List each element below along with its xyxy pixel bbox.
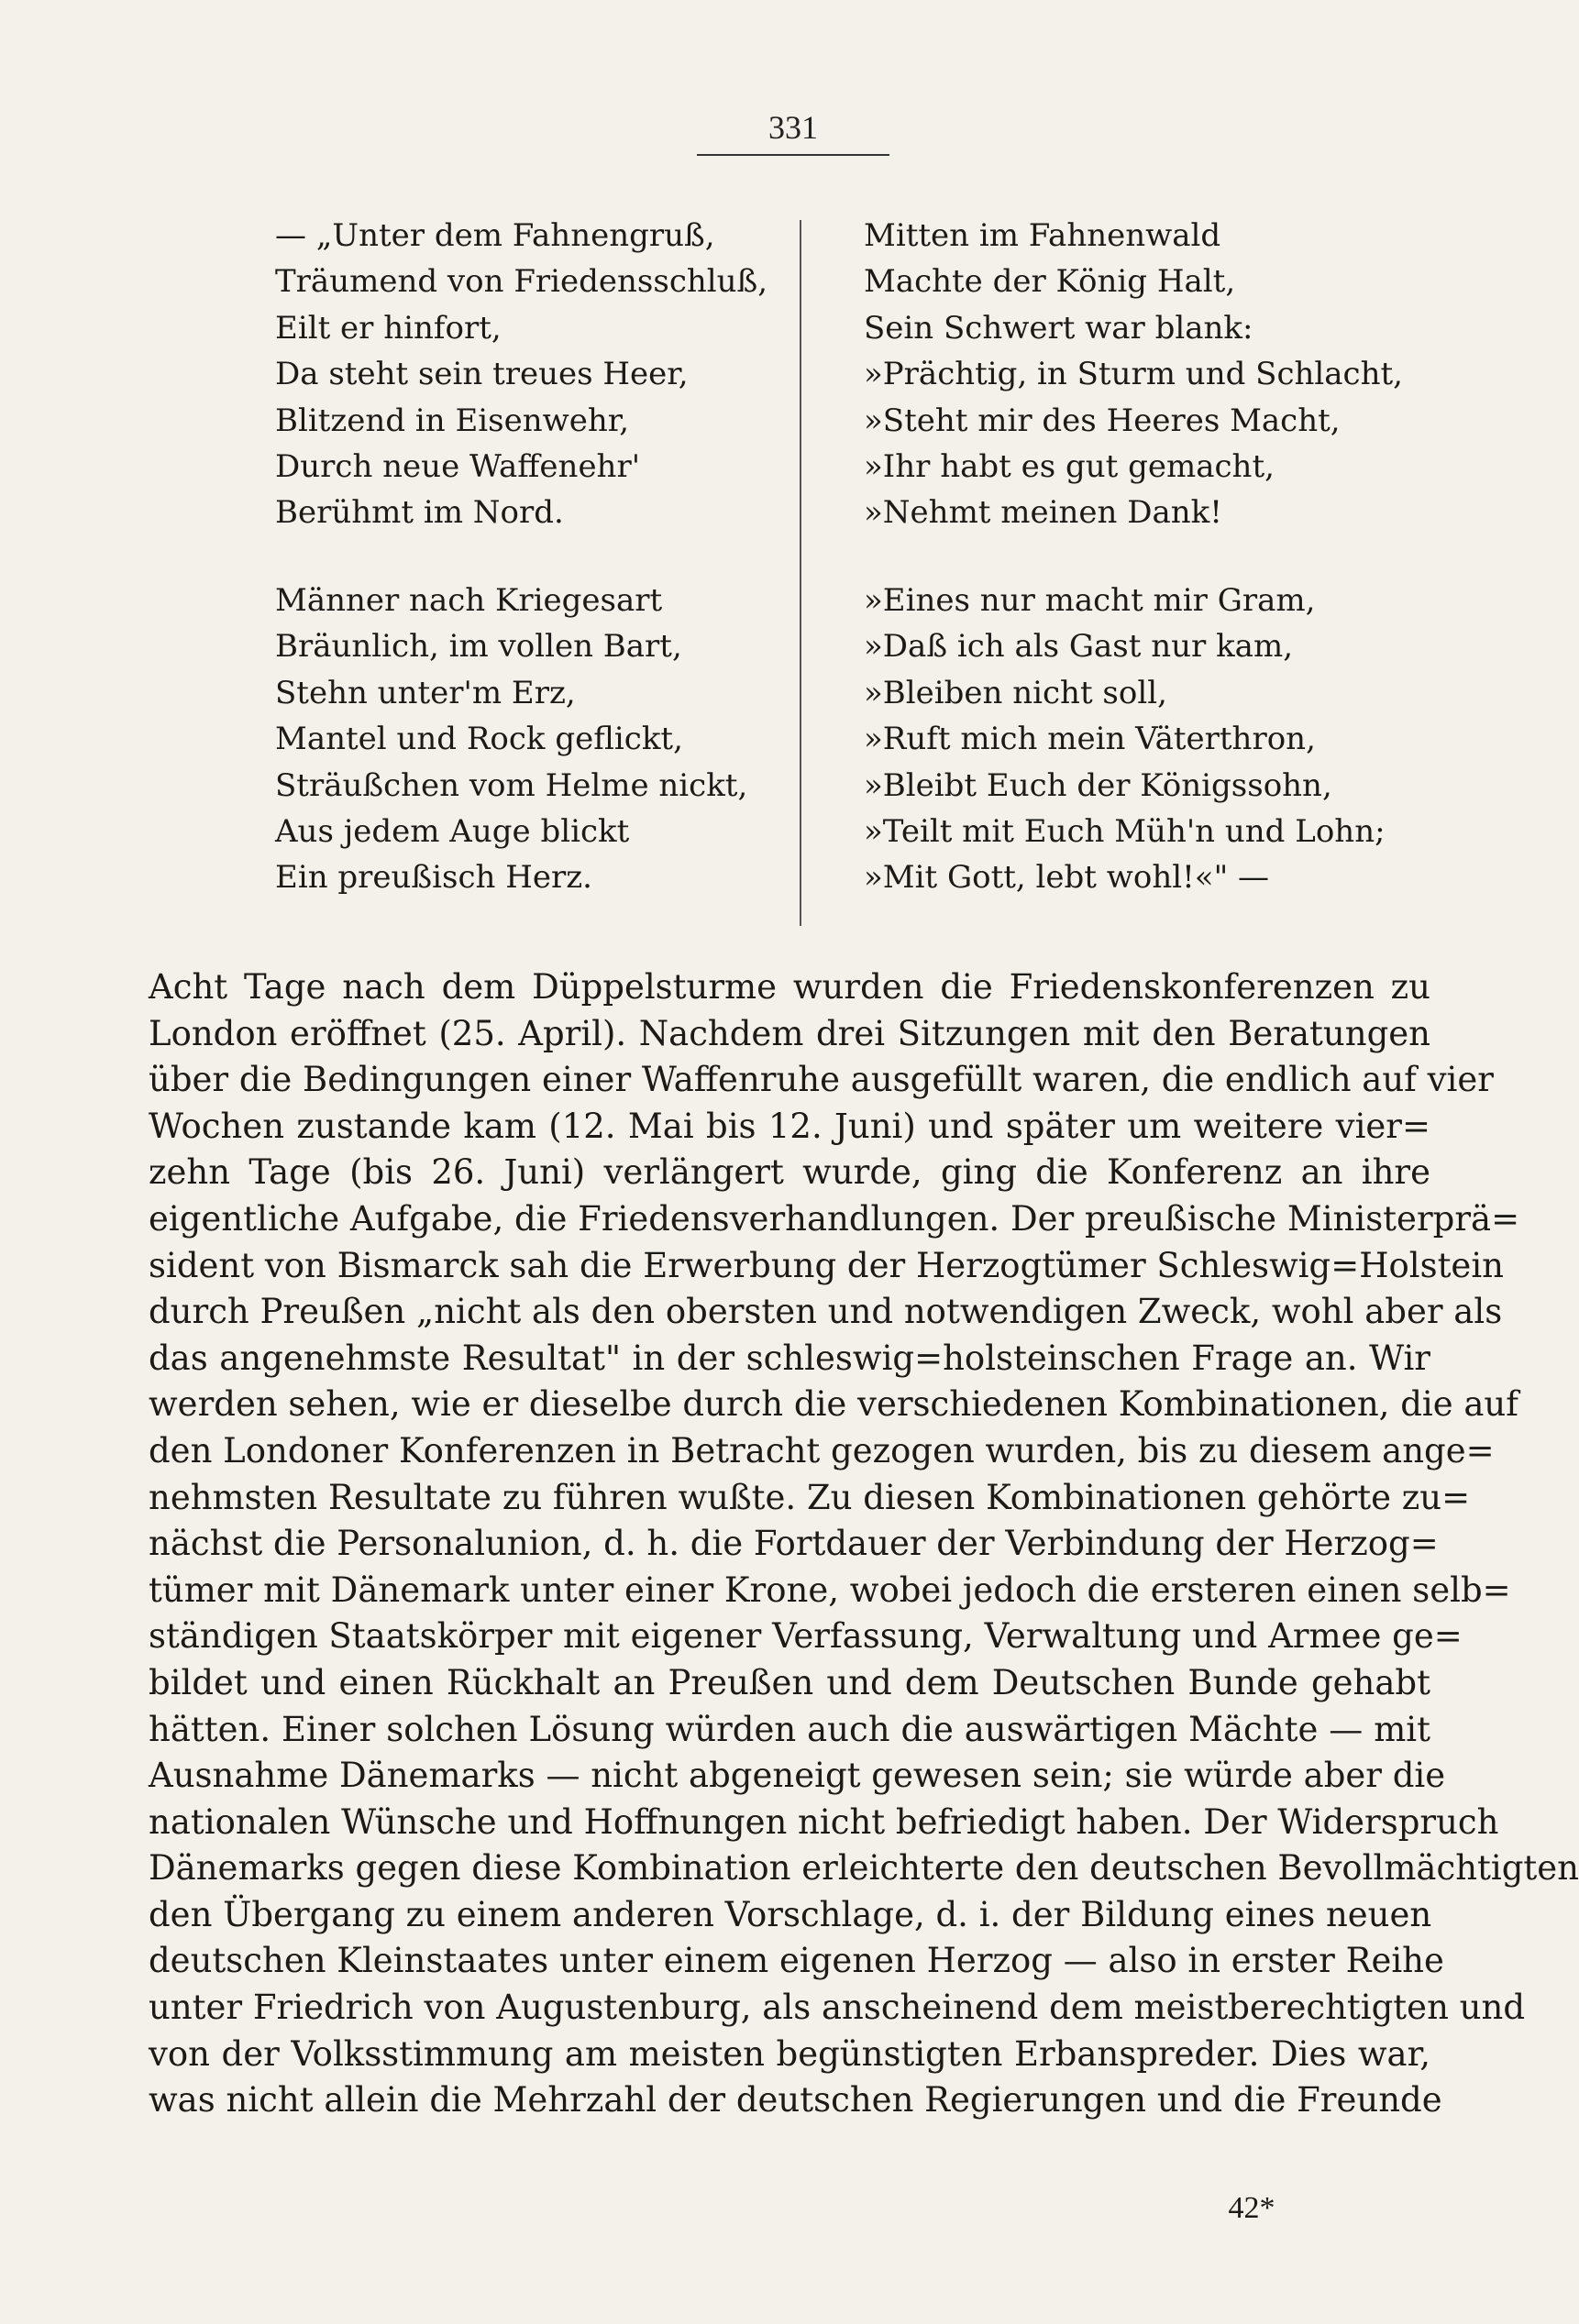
verse-line: »Mit Gott, lebt wohl!«" — — [864, 859, 1270, 897]
stanza — [864, 213, 1403, 536]
verse-line: Da steht sein treues Heer, — [275, 356, 689, 393]
text-line: werden sehen, wie er dieselbe durch die verschiedenen Kombinationen, die auf — [149, 1384, 1518, 1425]
verse-line: Mitten im Fahnenwald — [864, 217, 1221, 254]
verse-line: Machte der König Halt, — [864, 263, 1236, 301]
text-line: nationalen Wünsche und Hoffnungen nicht befriedigt haben. Der Widerspruch — [149, 1801, 1499, 1842]
signature-mark: 42* — [1228, 2191, 1275, 2225]
text-line: zehn Tage (bis 26. Juni) verlängert wurde, ging die Konferenz an ihre — [149, 1152, 1430, 1193]
text-line: deutschen Kleinstaates unter einem eigenen Herzog — also in erster Reihe — [149, 1941, 1444, 1981]
stanza — [275, 213, 767, 536]
text-line: über die Bedingungen einer Waffenruhe ausgefüllt waren, die endlich auf vier — [149, 1060, 1494, 1100]
text-line: ständigen Staatskörper mit eigener Verfassung, Verwaltung und Armee ge= — [149, 1616, 1463, 1657]
verse-line: »Steht mir des Heeres Macht, — [864, 402, 1341, 439]
verse-line: Stehn unter'm Erz, — [275, 674, 576, 711]
text-line: den Übergang zu einem anderen Vorschlage, d. i. der Bildung eines neuen — [149, 1894, 1432, 1934]
verse-line: Ein preußisch Herz. — [275, 859, 592, 897]
column-divider — [800, 220, 801, 926]
text-line: hätten. Einer solchen Lösung würden auch die auswärtigen Mächte — mit — [149, 1709, 1430, 1749]
verse-line: »Nehmt meinen Dank! — [864, 494, 1222, 532]
text-line: tümer mit Dänemark unter einer Krone, wobei jedoch die ersteren einen selb= — [149, 1570, 1511, 1610]
text-line: Acht Tage nach dem Düppelsturme wurden die Friedenskonferenzen zu — [149, 967, 1430, 1007]
verse-column-right — [864, 213, 1403, 897]
text-line: unter Friedrich von Augustenburg, als anscheinend dem meistberechtigten und — [149, 1988, 1526, 2028]
verse-line: Blitzend in Eisenwehr, — [275, 402, 630, 439]
stanza — [864, 578, 1386, 901]
text-line: eigentliche Aufgabe, die Friedensverhandlungen. Der preußische Ministerprä= — [149, 1198, 1520, 1239]
text-line: sident von Bismarck sah die Erwerbung der Herzogtümer Schleswig=Holstein — [149, 1245, 1504, 1285]
text-line: nächst die Personalunion, d. h. die Fortdauer der Verbindung der Herzog= — [149, 1524, 1439, 1564]
text-line: was nicht allein die Mehrzahl der deutschen Regierungen und die Freunde — [149, 2080, 1442, 2120]
text-line: nehmsten Resultate zu führen wußte. Zu diesen Kombinationen gehörte zu= — [149, 1477, 1471, 1517]
page-number: 331 — [768, 109, 818, 146]
text-line: London eröffnet (25. April). Nachdem drei Sitzungen mit den Beratungen — [149, 1013, 1430, 1053]
verse-line: Sein Schwert war blank: — [864, 309, 1253, 347]
text-line: von der Volksstimmung am meisten begünstigten Erbanspreder. Dies war, — [149, 2033, 1430, 2074]
verse-line: »Daß ich als Gast nur kam, — [864, 628, 1293, 666]
verse-line: »Prächtig, in Sturm und Schlacht, — [864, 356, 1403, 393]
text-line: Ausnahme Dänemarks — nicht abgeneigt gewesen sein; sie würde aber die — [149, 1756, 1446, 1796]
verse-line: Eilt er hinfort, — [275, 309, 502, 347]
verse-line: »Ruft mich mein Väterthron, — [864, 721, 1316, 758]
verse-line: Träumend von Friedensschluß, — [275, 263, 768, 301]
verse-line: Männer nach Kriegesart — [275, 582, 663, 619]
verse-line: Bräunlich, im vollen Bart, — [275, 628, 682, 666]
verse-line: »Teilt mit Euch Müh'n und Lohn; — [864, 813, 1386, 851]
header-rule — [697, 154, 889, 156]
verse-line: »Ihr habt es gut gemacht, — [864, 448, 1275, 486]
text-line: das angenehmste Resultat" in der schleswig=holsteinschen Frage an. Wir — [149, 1338, 1430, 1378]
verse-line: Berühmt im Nord. — [275, 494, 564, 532]
verse-column-left — [275, 213, 768, 897]
verse-line: Durch neue Waffenehr' — [275, 448, 641, 486]
text-line: Wochen zustande kam (12. Mai bis 12. Juni) und später um weitere vier= — [149, 1106, 1430, 1146]
verse-line: »Eines nur macht mir Gram, — [864, 582, 1316, 619]
text-line: durch Preußen „nicht als den obersten und notwendigen Zweck, wohl aber als — [149, 1292, 1503, 1332]
text-line: den Londoner Konferenzen in Betracht gezogen wurden, bis zu diesem ange= — [149, 1430, 1495, 1470]
text-line: Dänemarks gegen diese Kombination erleichterte den deutschen Bevollmächtigten — [149, 1848, 1579, 1889]
prose-paragraph — [149, 964, 1579, 2124]
verse-line: Sträußchen vom Helme nickt, — [275, 766, 748, 804]
verse-line: Aus jedem Auge blickt — [275, 813, 630, 851]
verse-line: »Bleibt Euch der Königssohn, — [864, 766, 1332, 804]
verse-line: »Bleiben nicht soll, — [864, 674, 1167, 711]
verse-line: Mantel und Rock geflickt, — [275, 721, 683, 758]
text-line: bildet und einen Rückhalt an Preußen und dem Deutschen Bunde gehabt — [149, 1662, 1430, 1702]
verse-line: — „Unter dem Fahnengruß, — [275, 217, 715, 254]
stanza — [275, 578, 747, 901]
